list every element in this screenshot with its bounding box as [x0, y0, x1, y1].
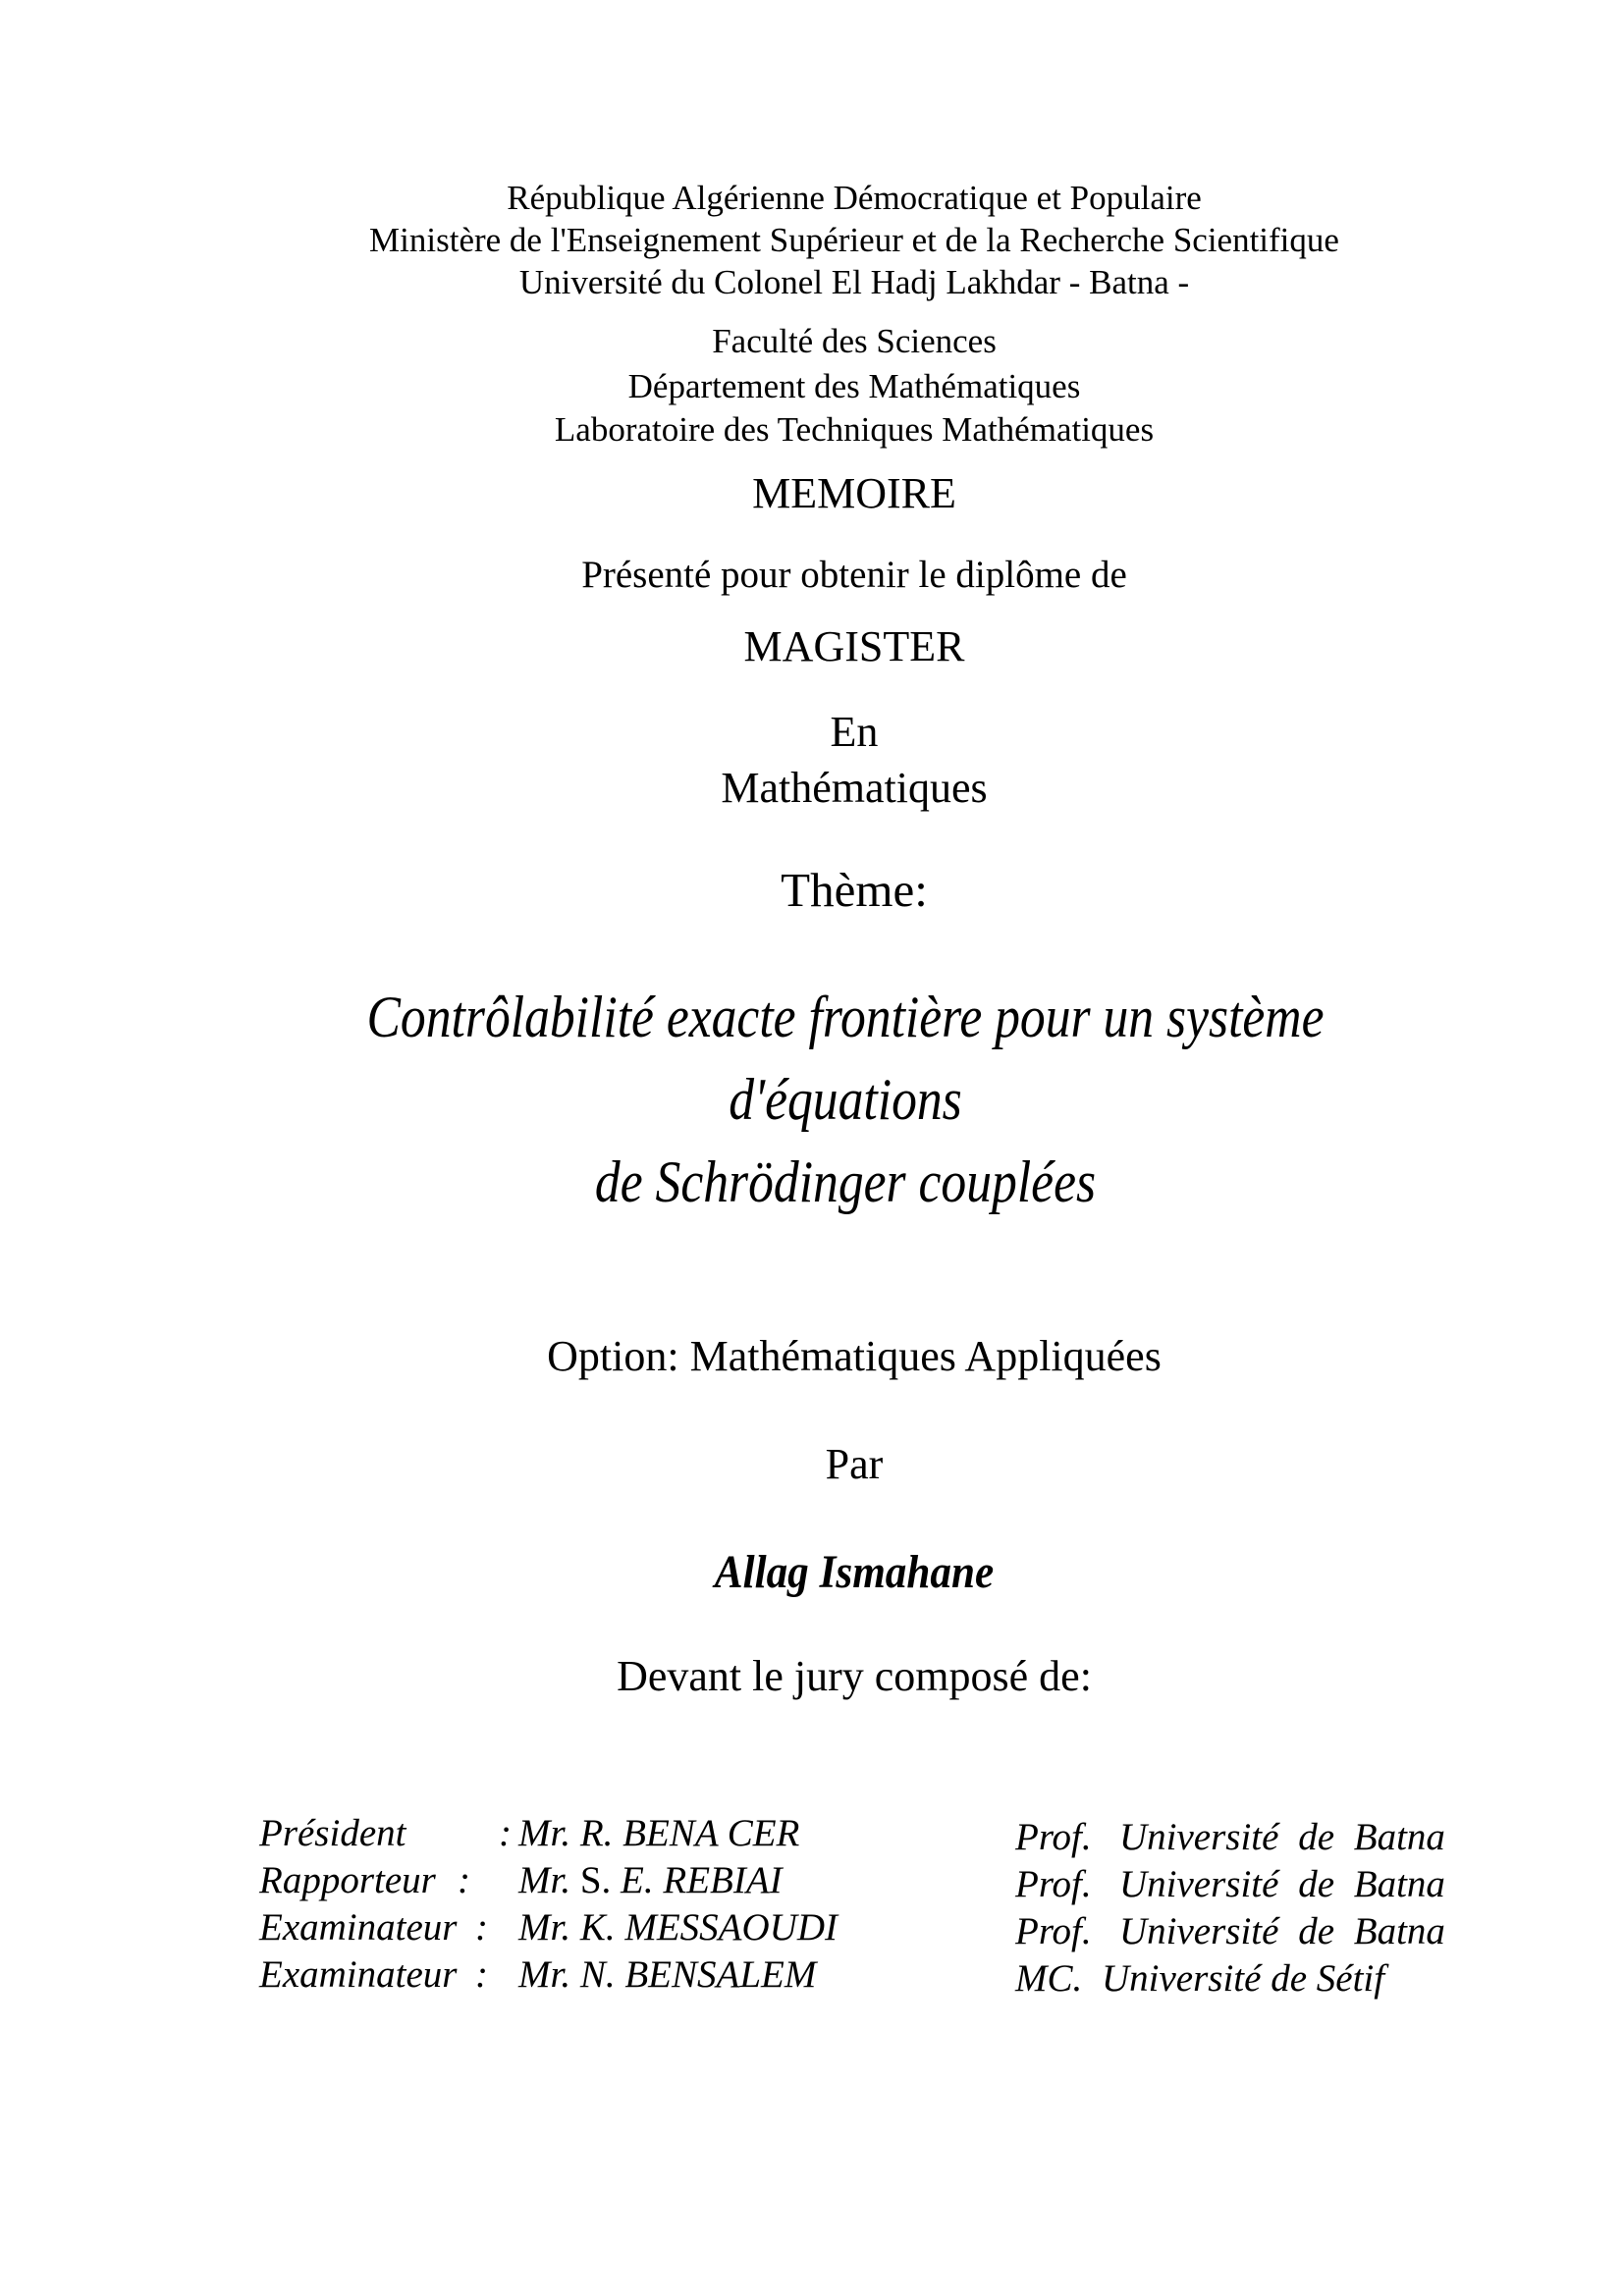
jury-role: Rapporteur	[259, 1859, 436, 1901]
jury-role: Examinateur	[259, 1906, 458, 1949]
jury-member-institution: Université de Batna	[1119, 1910, 1445, 1952]
jury-name-initial: S.	[579, 1859, 612, 1901]
jury-member-name: Mr. N. BENSALEM	[518, 1953, 817, 1996]
jury-member-name	[518, 1861, 783, 1899]
header-republic: République Algérienne Démocratique et Populaire	[507, 179, 1202, 217]
jury-role: Examinateur	[259, 1953, 458, 1996]
jury-member-institution: Université de Batna	[1119, 1863, 1445, 1905]
laboratory-name: Laboratoire des Techniques Mathématiques	[554, 410, 1155, 449]
jury-member-institution: Université de Batna	[1119, 1816, 1445, 1858]
document-type: MEMOIRE	[752, 469, 956, 517]
header-ministry: Ministère de l'Enseignement Supérieur et de la Recherche Scientifique	[369, 221, 1339, 259]
jury-member-name: Mr. R. BENA CER	[518, 1812, 800, 1854]
presented-for: Présenté pour obtenir le diplôme de	[581, 554, 1127, 596]
header-university: Université du Colonel El Hadj Lakhdar - Batna -	[518, 263, 1190, 301]
jury-member-title: Prof.	[1015, 1863, 1092, 1905]
jury-separator: :	[475, 1953, 488, 1996]
jury-name-prefix: Mr.	[518, 1859, 571, 1901]
thesis-title-line-2: d'équations	[729, 1067, 962, 1132]
theme-label: Thème:	[781, 863, 928, 917]
jury-member-title: Prof.	[1015, 1910, 1092, 1952]
author-name: Allag Ismahane	[714, 1546, 995, 1598]
jury-separator: :	[458, 1859, 470, 1901]
degree-field: Mathématiques	[721, 764, 988, 812]
jury-intro: Devant le jury composé de:	[617, 1652, 1092, 1700]
faculty-name: Faculté des Sciences	[712, 322, 997, 360]
jury-name-rest: E. REBIAI	[621, 1859, 783, 1901]
jury-role: Président	[259, 1812, 406, 1854]
by-label: Par	[825, 1440, 884, 1488]
thesis-title-line-3: de Schrödinger couplées	[594, 1149, 1097, 1214]
thesis-title-line-1: Contrôlabilité exacte frontière pour un système	[366, 985, 1325, 1049]
degree-en: En	[830, 708, 879, 756]
option-line: Option: Mathématiques Appliquées	[547, 1332, 1162, 1380]
jury-separator: :	[499, 1812, 512, 1854]
jury-member-name: Mr. K. MESSAOUDI	[518, 1906, 838, 1949]
department-name: Département des Mathématiques	[627, 367, 1081, 405]
jury-member-institution: Université de Sétif	[1102, 1957, 1385, 2000]
degree-name: MAGISTER	[743, 622, 965, 670]
jury-member-title: Prof.	[1015, 1816, 1092, 1858]
jury-separator: :	[475, 1906, 488, 1949]
jury-member-title: MC.	[1015, 1957, 1083, 2000]
